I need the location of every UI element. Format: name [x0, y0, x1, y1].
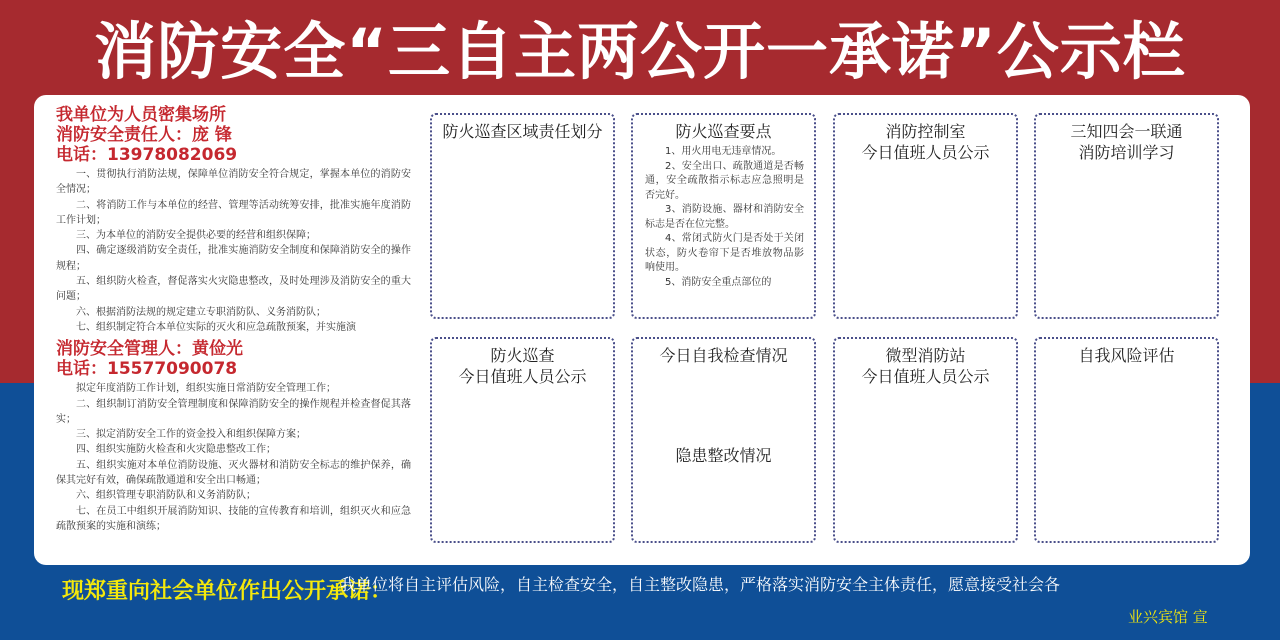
box-title-line: 今日值班人员公示 [861, 367, 990, 386]
responsibility-column [56, 105, 411, 560]
page-title: 消防安全“三自主两公开一承诺”公示栏 [94, 15, 1186, 88]
list-item: 2、安全出口、疏散通道是否畅通，安全疏散指示标志应急照明是否完好。 [645, 160, 804, 201]
promise-text: 我单位将自主评估风险，自主检查安全，自主整改隐患，严格落实消防安全主体责任，愿意接受社会各 [340, 575, 1061, 594]
box-title-line: 防火巡查 [490, 346, 555, 365]
duty-item: 六、组织管理专职消防队和义务消防队； [76, 490, 256, 502]
patrol-points-list [633, 142, 814, 290]
duty-item: 四、组织实施防火检查和火灾隐患整改工作； [76, 444, 276, 456]
box-title [1036, 121, 1217, 163]
responsible-phone: 电话：13978082069 [56, 145, 238, 165]
box-title: 今日自我检查情况 [659, 346, 788, 365]
box-title-line: 今日值班人员公示 [861, 143, 990, 162]
box-title-line: 微型消防站 [885, 346, 966, 365]
box-title: 防火巡查区域责任划分 [442, 122, 603, 141]
box-title-line: 今日值班人员公示 [458, 367, 587, 386]
duty-item: 五、组织实施对本单位消防设施、灭火器材和消防安全标志的维护保养，确保其完好有效，确保疏散通道和安全出口畅通； [56, 459, 411, 487]
box-title: 自我风险评估 [1078, 346, 1175, 365]
patrol-points-box [631, 113, 816, 319]
list-item: 1、用火用电无违章情况。 [665, 146, 782, 157]
self-check-box [631, 337, 816, 543]
risk-assessment-box [1034, 337, 1219, 543]
duty-item: 六、根据消防法规的规定建立专职消防队、义务消防队； [76, 306, 326, 318]
duty-item: 三、为本单位的消防安全提供必要的经营和组织保障； [76, 230, 316, 242]
unit-line: 我单位为人员密集场所 [56, 105, 226, 125]
duty-item: 二、组织制订消防安全管理制度和保障消防安全的操作规程并检查督促其落实； [56, 398, 411, 425]
training-box [1034, 113, 1219, 319]
box-title-line: 三知四会一联通 [1070, 122, 1183, 141]
responsible-person: 消防安全责任人：庞 锋 [56, 125, 232, 145]
patrol-area-box [430, 113, 615, 319]
duty-item: 七、组织制定符合本单位实际的灭火和应急疏散预案，并实施演 [76, 321, 356, 333]
box-title [835, 345, 1016, 387]
notice-panel [34, 95, 1250, 565]
list-item: 3、消防设施、器材和消防安全标志是否在位完整。 [645, 204, 804, 230]
manager-duties [56, 381, 411, 534]
duty-item: 拟定年度消防工作计划，组织实施日常消防安全管理工作； [76, 383, 336, 395]
hazard-rectification-label: 隐患整改情况 [675, 446, 772, 465]
signature: 业兴宾馆 宣 [1128, 608, 1208, 626]
box-title: 防火巡查要点 [675, 122, 772, 141]
patrol-duty-box [430, 337, 615, 543]
list-item: 5、消防安全重点部位的 [665, 276, 772, 288]
list-item: 4、常闭式防火门是否处于关闭状态，防火卷帘下是否堆放物品影响使用。 [645, 233, 804, 273]
box-title [432, 345, 613, 387]
box-title-line: 消防培训学习 [1078, 143, 1175, 162]
duty-item: 七、在员工中组织开展消防知识、技能的宣传教育和培训，组织灭火和应急疏散预案的实施和演练； [56, 505, 411, 532]
duty-item: 三、拟定消防安全工作的资金投入和组织保障方案； [76, 429, 306, 441]
micro-fire-station-box [833, 337, 1018, 543]
duty-item: 一、贯彻执行消防法规，保障单位消防安全符合规定，掌握本单位的消防安全情况； [56, 169, 411, 196]
duty-item: 四、确定逐级消防安全责任，批准实施消防安全制度和保障消防安全的操作规程； [56, 245, 411, 272]
duty-item: 二、将消防工作与本单位的经营、管理等活动统筹安排，批准实施年度消防工作计划； [56, 199, 411, 226]
manager-phone: 电话：15577090078 [56, 359, 238, 380]
manager-person: 消防安全管理人：黄俭光 [56, 339, 243, 360]
promise-label: 现郑重向社会单位作出公开承诺： [62, 579, 393, 604]
responsible-duties [56, 167, 411, 335]
box-title-line: 消防控制室 [885, 122, 966, 141]
box-title [835, 121, 1016, 163]
control-room-box [833, 113, 1018, 319]
duty-item: 五、组织防火检查，督促落实火灾隐患整改，及时处理涉及消防安全的重大问题； [56, 276, 411, 303]
